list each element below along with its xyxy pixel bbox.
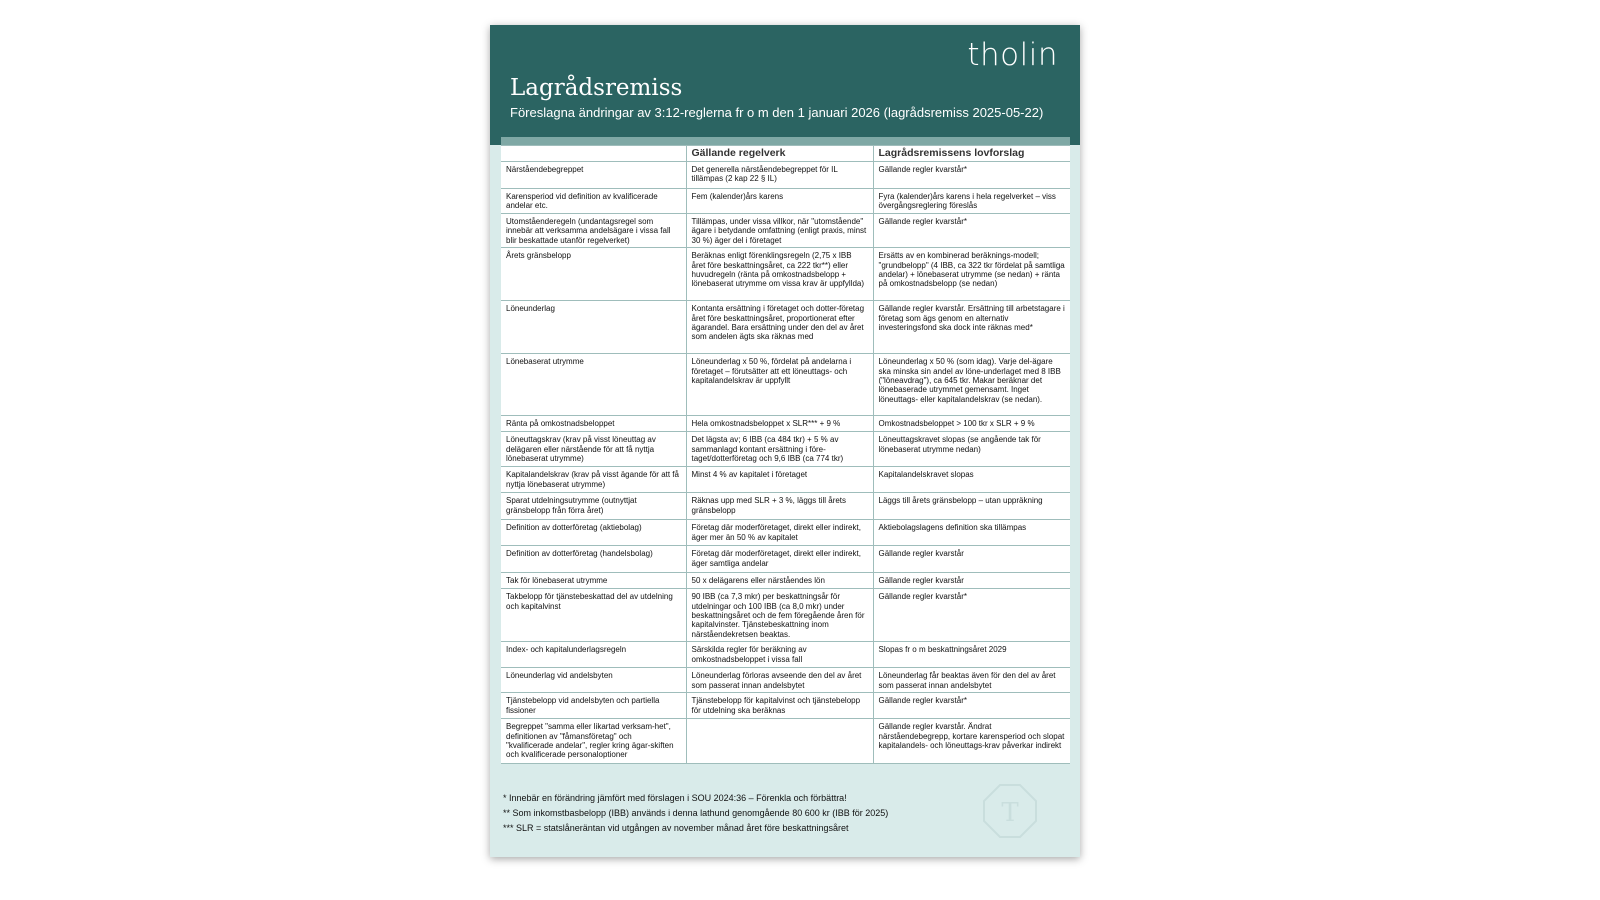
current-rule: Hela omkostnadsbeloppet x SLR*** + 9 % (686, 416, 873, 432)
proposed-rule: Ersätts av en kombinerad beräknings-modell; "grundbelopp" (4 IBB, ca 322 tkr fördelat på samtliga andelar) + lönebaserat utrymme (se nedan) + ränta på omkostnadsbelopp (se nedan) (873, 248, 1070, 301)
row-label: Löneunderlag vid andelsbyten (501, 668, 686, 693)
watermark-seal-icon (982, 783, 1038, 839)
row-label: Tak för lönebaserat utrymme (501, 573, 686, 589)
row-label: Utomståenderegeln (undantagsregel som innebär att verksamma andelsägare i vissa fall blir beskattade utanför regelverket) (501, 214, 686, 248)
row-label: Begreppet "samma eller likartad verksam-het", definitionen av "fåmansföretag" och "kvalificerade andelar", regler kring ägar-skiften och kvalificerade personaloptioner (501, 719, 686, 764)
row-label: Lönebaserat utrymme (501, 354, 686, 416)
current-rule: Särskilda regler för beräkning av omkostnadsbeloppet i vissa fall (686, 642, 873, 668)
footnote: *** SLR = statslåneräntan vid utgången av november månad året före beskattningsåret (503, 823, 849, 833)
column-header: Gällande regelverk (686, 146, 873, 162)
table-row (501, 589, 1070, 642)
current-rule: 90 IBB (ca 7,3 mkr) per beskattningsår för utdelningar och 100 IBB (ca 8,0 mkr) under beskattningsåret och de fem föregående åren för kapitalvinster. Tjänstebeskattning inom närståendekretsen beaktas. (686, 589, 873, 642)
page-subtitle: Föreslagna ändringar av 3:12-reglerna fr o m den 1 januari 2026 (lagrådsremiss 2025-05-22) (510, 105, 1044, 120)
footnote: ** Som inkomstbasbelopp (IBB) används i denna lathund genomgående 80 600 kr (IBB för 2025) (503, 808, 889, 818)
table-row (501, 432, 1070, 467)
proposed-rule: Gällande regler kvarstår* (873, 589, 1070, 642)
column-header: Lagrådsremissens lovforslag (873, 146, 1070, 162)
current-rule: Det generella närståendebegreppet för IL tillämpas (2 kap 22 § IL) (686, 162, 873, 189)
table-row (501, 416, 1070, 432)
table-header-row (501, 146, 1070, 162)
current-rule: Räknas upp med SLR + 3 %, läggs till årets gränsbelopp (686, 493, 873, 520)
proposed-rule: Aktiebolagslagens definition ska tillämpas (873, 520, 1070, 546)
proposed-rule: Löneunderlag x 50 % (som idag). Varje del-ägare ska minska sin andel av löne-underlaget med 8 IBB ("löneavdrag"), ca 645 tkr. Makar beräknar det lönebaserade utrymmet gemensamt. Inget löneuttags- eller kapitalandelskrav (se nedan). (873, 354, 1070, 416)
table-row (501, 719, 1070, 764)
proposed-rule: Fyra (kalender)års karens i hela regelverket – viss övergångsreglering föreslås (873, 189, 1070, 214)
current-rule: Beräknas enligt förenklingsregeln (2,75 x IBB året före beskattningsåret, ca 222 tkr**) eller huvudregeln (ränta på omkostnadsbelopp + lönebaserat utrymme om vissa krav är uppfyllda) (686, 248, 873, 301)
row-label: Kapitalandelskrav (krav på visst ägande för att få nyttja lönebaserat utrymme) (501, 467, 686, 493)
row-label: Definition av dotterföretag (handelsbolag) (501, 546, 686, 573)
table-row (501, 493, 1070, 520)
table-row (501, 668, 1070, 693)
current-rule: Tjänstebelopp för kapitalvinst och tjänstebelopp för utdelning ska beräknas (686, 693, 873, 719)
row-label: Tjänstebelopp vid andelsbyten och partiella fissioner (501, 693, 686, 719)
current-rule: Det lägsta av; 6 IBB (ca 484 tkr) + 5 % av sammanlagd kontant ersättning i före-taget/dotterföretag och 9,6 IBB (ca 774 tkr) (686, 432, 873, 467)
table-row (501, 573, 1070, 589)
page-title: Lagrådsremiss (510, 75, 683, 101)
footnotes (503, 791, 888, 836)
proposed-rule: Gällande regler kvarstår. Ändrat närståendebegrepp, kortare karensperiod och slopat kapitalandels- och löneuttags-krav påverkar indirekt (873, 719, 1070, 764)
table-row (501, 354, 1070, 416)
row-label: Takbelopp för tjänstebeskattad del av utdelning och kapitalvinst (501, 589, 686, 642)
table-row (501, 520, 1070, 546)
proposed-rule: Gällande regler kvarstår. Ersättning till arbetstagare i företag som ägs genom en alternativ investeringsfond ska dock inte räknas med* (873, 301, 1070, 354)
current-rule: Företag där moderföretaget, direkt eller indirekt, äger mer än 50 % av kapitalet (686, 520, 873, 546)
proposed-rule: Gällande regler kvarstår (873, 573, 1070, 589)
proposed-rule: Slopas fr o m beskattningsåret 2029 (873, 642, 1070, 668)
table-row (501, 467, 1070, 493)
row-label: Definition av dotterföretag (aktiebolag) (501, 520, 686, 546)
header (490, 25, 1080, 145)
current-rule: Löneunderlag förloras avseende den del av året som passerat innan andelsbytet (686, 668, 873, 693)
current-rule: Tillämpas, under vissa villkor, när "utomstående" ägare i betydande omfattning (enligt praxis, minst 30 %) äger del i företaget (686, 214, 873, 248)
current-rule: Kontanta ersättning i företaget och dotter-företag året före beskattningsåret, proportionerat efter ägarandel. Bara ersättning under den del av året som andelen ägts ska räknas med (686, 301, 873, 354)
table-row (501, 546, 1070, 573)
proposed-rule: Gällande regler kvarstår* (873, 693, 1070, 719)
proposed-rule: Läggs till årets gränsbelopp – utan uppräkning (873, 493, 1070, 520)
table-row (501, 189, 1070, 214)
current-rule: Fem (kalender)års karens (686, 189, 873, 214)
proposed-rule: Gällande regler kvarstår* (873, 162, 1070, 189)
table-row (501, 642, 1070, 668)
row-label: Sparat utdelningsutrymme (outnyttjat gränsbelopp från förra året) (501, 493, 686, 520)
table-band (501, 137, 1070, 145)
table-row (501, 301, 1070, 354)
current-rule: Företag där moderföretaget, direkt eller indirekt, äger samtliga andelar (686, 546, 873, 573)
proposed-rule: Omkostnadsbeloppet > 100 tkr x SLR + 9 % (873, 416, 1070, 432)
proposed-rule: Löneuttagskravet slopas (se angående tak för lönebaserat utrymme nedan) (873, 432, 1070, 467)
proposed-rule: Kapitalandelskravet slopas (873, 467, 1070, 493)
current-rule: Minst 4 % av kapitalet i företaget (686, 467, 873, 493)
svg-text:T: T (1001, 798, 1019, 828)
current-rule: Löneunderlag x 50 %, fördelat på andelarna i företaget – förutsätter att ett löneuttags- och kapitalandelskrav är uppfyllt (686, 354, 873, 416)
row-label: Löneunderlag (501, 301, 686, 354)
row-label: Karensperiod vid definition av kvalificerade andelar etc. (501, 189, 686, 214)
proposed-rule: Gällande regler kvarstår* (873, 214, 1070, 248)
row-label: Index- och kapitalunderlagsregeln (501, 642, 686, 668)
footnote: * Innebär en förändring jämfört med förslagen i SOU 2024:36 – Förenkla och förbättra! (503, 793, 847, 803)
row-label: Årets gränsbelopp (501, 248, 686, 301)
table-row (501, 248, 1070, 301)
row-label: Löneuttagskrav (krav på visst löneuttag av delägaren eller närstående för att få nyttja lönebaserat utrymme) (501, 432, 686, 467)
column-header (501, 146, 686, 162)
row-label: Ränta på omkostnadsbeloppet (501, 416, 686, 432)
comparison-table (501, 145, 1070, 764)
proposed-rule: Löneunderlag får beaktas även för den del av året som passerat innan andelsbytet (873, 668, 1070, 693)
table-row (501, 693, 1070, 719)
logo: tholin (967, 37, 1058, 73)
table-row (501, 162, 1070, 189)
current-rule (686, 719, 873, 764)
table-row (501, 214, 1070, 248)
row-label: Närståendebegreppet (501, 162, 686, 189)
current-rule: 50 x delägarens eller närståendes lön (686, 573, 873, 589)
proposed-rule: Gällande regler kvarstår (873, 546, 1070, 573)
document-page (490, 25, 1080, 857)
